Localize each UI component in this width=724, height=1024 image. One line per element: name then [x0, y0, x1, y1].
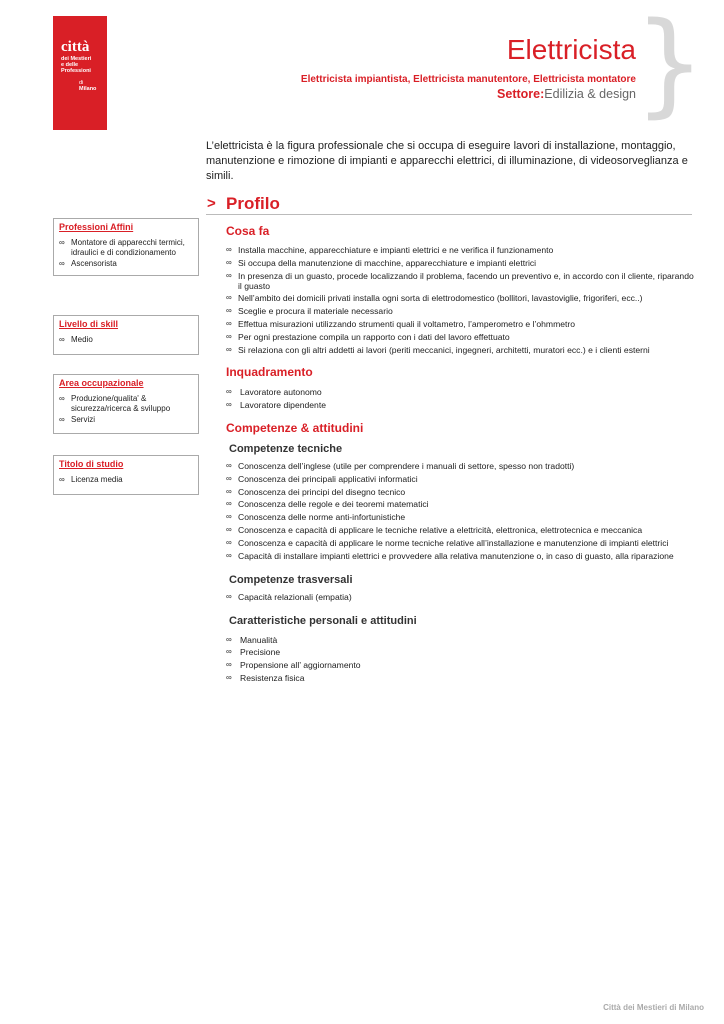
bullet-icon: ∞ [59, 259, 65, 268]
page-title: Elettricista [506, 34, 636, 65]
sidebox-title: Professioni Affini [59, 222, 134, 232]
bullet-icon: ∞ [226, 524, 232, 534]
list-item-text: Conoscenza dei principi del disegno tecnico [238, 486, 406, 497]
list-item [59, 415, 193, 425]
subsection-title: Competenze trasversali [229, 573, 353, 586]
list-item [226, 635, 696, 645]
list-item-text: In presenza di un guasto, procede localizzando il problema, facendo un preventivo e, in accordo con il cliente, riparando il guasto [238, 270, 694, 291]
sidebox-area-occupazionale [53, 374, 199, 434]
logo-city-text: Milano [79, 86, 97, 92]
list-item [226, 538, 696, 548]
list-item [226, 551, 696, 561]
list-item-text: Conoscenza e capacità di applicare le norme tecniche relative all’installazione e manutenzione di impianti elettrici [238, 537, 669, 548]
bullet-icon: ∞ [226, 318, 232, 328]
list-item [59, 259, 193, 269]
bullet-icon: ∞ [226, 537, 232, 547]
list-item [59, 335, 193, 345]
list-item-text: Licenza media [71, 475, 123, 484]
bullet-icon: ∞ [226, 344, 232, 354]
bullet-icon: ∞ [226, 245, 232, 254]
list-item [59, 394, 193, 413]
list-item [226, 525, 696, 535]
list-item-text: Conoscenza delle norme anti-infortunistiche [238, 512, 406, 523]
list-item [226, 306, 696, 316]
sidebox-livello-skill [53, 315, 199, 355]
cosa-fa-list [226, 245, 696, 355]
list-item [59, 475, 193, 485]
section-title: Cosa fa [226, 224, 270, 238]
logo-di-text: di [79, 80, 84, 86]
bullet-icon: ∞ [226, 512, 232, 522]
bullet-icon: ∞ [226, 399, 232, 409]
bullet-icon: ∞ [226, 270, 232, 280]
list-item [226, 673, 696, 683]
list-item-text: Montatore di apparecchi termici, idraulici e di condizionamento [71, 238, 185, 257]
bullet-icon: ∞ [226, 647, 232, 657]
inquadramento-list [226, 387, 696, 410]
decorative-brace-icon: } [634, 0, 706, 129]
bullet-icon: ∞ [226, 672, 232, 682]
logo-sub-text-2: e delle Professioni [61, 62, 91, 74]
competenze-trasversali-list [226, 592, 696, 602]
chevron-right-icon: > [207, 195, 216, 212]
sidebox-titolo-studio [53, 455, 199, 495]
bullet-icon: ∞ [226, 486, 232, 496]
list-item [226, 319, 696, 329]
list-item-text: Manualità [240, 634, 278, 645]
bullet-icon: ∞ [59, 238, 65, 247]
section-title: Competenze & attitudini [226, 421, 364, 435]
titolo-list [59, 475, 193, 485]
sidebox-title: Titolo di studio [59, 459, 124, 469]
bullet-icon: ∞ [226, 387, 232, 396]
bullet-icon: ∞ [59, 394, 65, 403]
profilo-title: Profilo [226, 194, 280, 213]
list-item [226, 293, 696, 303]
bullet-icon: ∞ [226, 331, 232, 341]
list-item [226, 245, 696, 255]
list-item-text: Capacità di installare impianti elettrici e provvedere alla relativa manutenzione o, in caso di guasto, alla riparazione [238, 550, 674, 561]
list-item-text: Lavoratore autonomo [240, 387, 322, 397]
subsection-title: Caratteristiche personali e attitudini [229, 614, 417, 627]
list-item-text: Conoscenza delle regole e dei teoremi matematici [238, 499, 429, 510]
sidebox-title: Livello di skill [59, 319, 119, 329]
list-item [226, 512, 696, 522]
bullet-icon: ∞ [226, 461, 232, 470]
list-item-text: Nell’ambito dei domicili privati installa ogni sorta di elettrodomestico (bollitori, lavastoviglie, frigoriferi, ecc..) [238, 293, 643, 304]
bullet-icon: ∞ [226, 293, 232, 303]
caratteristiche-list [226, 635, 696, 683]
bullet-icon: ∞ [226, 257, 232, 267]
list-item [226, 647, 696, 657]
competenze-tecniche-list [226, 461, 696, 561]
list-item-text: Installa macchine, apparecchiature e impianti elettrici e ne verifica il funzionamento [238, 245, 554, 255]
footer-text: Città dei Mestieri di Milano [603, 1003, 704, 1012]
list-item [226, 271, 696, 291]
bullet-icon: ∞ [226, 634, 232, 644]
section-inquadramento [226, 365, 696, 413]
section-title: Inquadramento [226, 365, 313, 379]
list-item [226, 332, 696, 342]
professioni-list [59, 238, 193, 269]
list-item-text: Conoscenza e capacità di applicare le tecniche relative a elettricità, elettronica, elettrotecnica e meccanica [238, 524, 643, 535]
sector-value: Edilizia & design [544, 87, 636, 101]
bullet-icon: ∞ [226, 660, 232, 670]
section-competenze [226, 421, 696, 686]
list-item-text: Conoscenza dell’inglese (utile per comprendere i manuali di settore, spesso non tradotti) [238, 461, 575, 471]
bullet-icon: ∞ [226, 499, 232, 509]
list-item [226, 387, 696, 397]
profilo-heading [206, 195, 692, 215]
bullet-icon: ∞ [226, 473, 232, 483]
sector-line [497, 87, 636, 101]
list-item-text: Ascensorista [71, 259, 117, 268]
intro-paragraph: L’elettricista è la figura professionale che si occupa di eseguire lavori di installazione, montaggio, manutenzione e rimozione di impianti e apparecchi elettrici, di illuminazione, di videosorveglianza e simili. [206, 140, 688, 182]
logo [53, 16, 107, 130]
logo-sub-text: dei Mestieri [61, 56, 92, 62]
list-item-text: Servizi [71, 415, 96, 424]
list-item-text: Sceglie e procura il materiale necessario [238, 306, 393, 317]
bullet-icon: ∞ [226, 306, 232, 316]
list-item-text: Effettua misurazioni utilizzando strumenti quali il voltametro, l’amperometro e l’ohmmetro [238, 318, 576, 329]
list-item [226, 345, 696, 355]
sidebox-title: Area occupazionale [59, 378, 144, 388]
bullet-icon: ∞ [59, 475, 65, 484]
list-item [226, 400, 696, 410]
list-item [226, 461, 696, 471]
sidebox-professioni-affini [53, 218, 199, 276]
list-item [59, 238, 193, 257]
list-item-text: Capacità relazionali (empatia) [238, 591, 352, 602]
list-item [226, 660, 696, 670]
skill-list [59, 335, 193, 345]
sector-label: Settore: [497, 87, 545, 101]
list-item-text: Produzione/qualita' & sicurezza/ricerca & sviluppo [71, 394, 171, 413]
list-item-text: Si relaziona con gli altri addetti ai lavori (periti meccanici, ingegneri, architetti, muratori ecc.) e i clienti esterni [238, 344, 650, 355]
area-list [59, 394, 193, 425]
list-item [226, 592, 696, 602]
list-item [226, 258, 696, 268]
bullet-icon: ∞ [59, 335, 65, 344]
page-subtitle: Elettricista impiantista, Elettricista manutentore, Elettricista montatore [300, 74, 636, 85]
section-cosa-fa [226, 224, 696, 357]
list-item-text: Medio [71, 335, 93, 344]
list-item-text: Conoscenza dei principali applicativi informatici [238, 473, 418, 484]
list-item-text: Resistenza fisica [240, 672, 305, 683]
list-item [226, 474, 696, 484]
logo-main-text: città [61, 39, 90, 55]
list-item-text: Lavoratore dipendente [240, 399, 327, 410]
list-item-text: Per ogni prestazione compila un rapporto con i dati del lavoro effettuato [238, 331, 510, 342]
list-item-text: Precisione [240, 647, 281, 658]
list-item-text: Si occupa della manutenzione di macchine, apparecchiature e impianti elettrici [238, 257, 537, 268]
bullet-icon: ∞ [59, 415, 65, 424]
bullet-icon: ∞ [226, 591, 232, 601]
list-item [226, 487, 696, 497]
list-item-text: Propensione all’ aggiornamento [240, 660, 361, 671]
bullet-icon: ∞ [226, 550, 232, 560]
list-item [226, 499, 696, 509]
subsection-title: Competenze tecniche [229, 443, 343, 455]
